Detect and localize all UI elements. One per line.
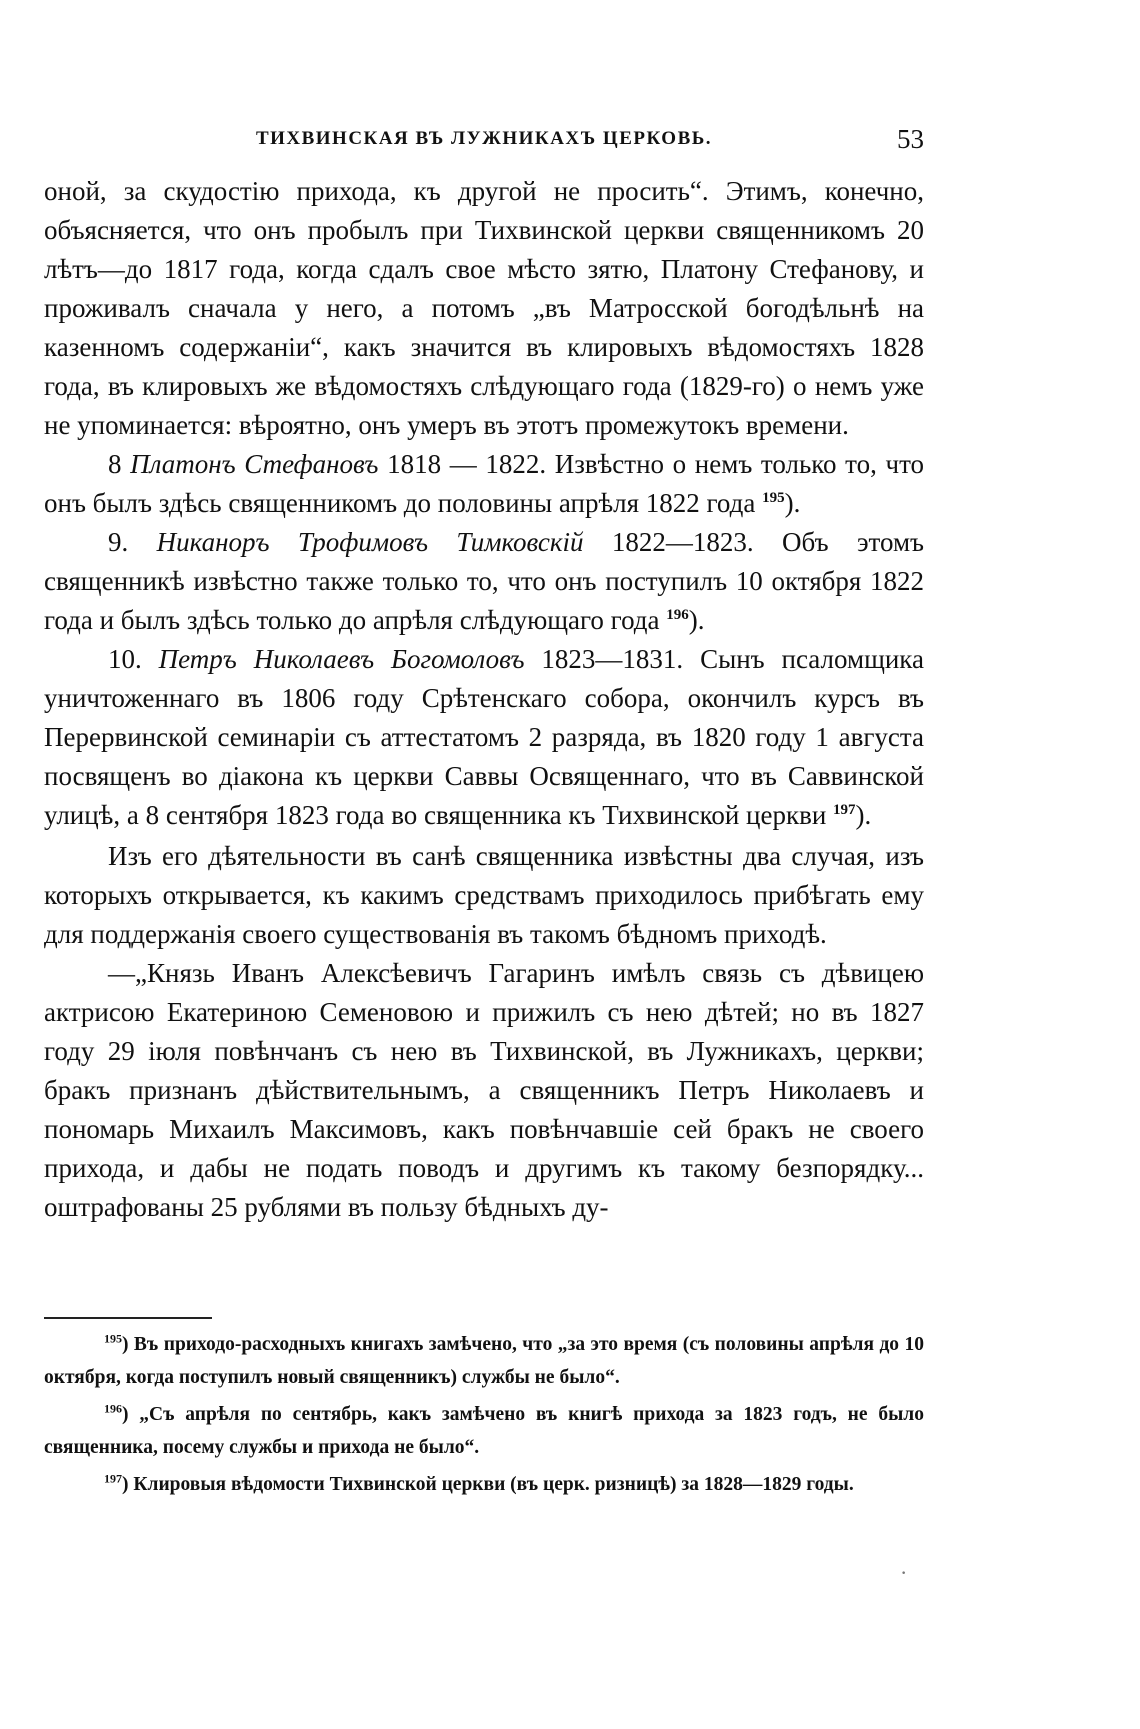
running-title: ТИХВИНСКАЯ ВЪ ЛУЖНИКАХЪ ЦЕРКОВЬ. bbox=[255, 128, 713, 149]
footnote-number: 196 bbox=[104, 1401, 122, 1416]
footnote bbox=[44, 1398, 924, 1464]
footnote-text: ) Въ приходо-расходныхъ книгахъ замѣчено, что „за это время (съ половины апрѣля до 10 октября, когда поступилъ новый священникъ) службы не было“. bbox=[44, 1334, 924, 1388]
footnote-ref: 196 bbox=[666, 607, 689, 623]
footnote-ref: 197 bbox=[833, 802, 856, 818]
entry-text: 1818 — 1822. Извѣстно о немъ только то, что онъ былъ здѣсь священникомъ до половины апрѣля 1822 года bbox=[44, 449, 925, 518]
entry-end: ). bbox=[784, 488, 801, 518]
priest-name: Петръ Николаевъ Богомоловъ bbox=[158, 644, 525, 674]
footnote-rule bbox=[44, 1317, 212, 1319]
paragraph-activity: Изъ его дѣятельности въ санѣ священника извѣстны два случая, изъ которыхъ открывается, къ какимъ средствамъ приходилось прибѣгать ему для поддержанія своего существованія въ такомъ бѣдномъ приходѣ. bbox=[44, 841, 924, 949]
page-number: 53 bbox=[897, 124, 924, 154]
footnotes bbox=[44, 1328, 924, 1501]
footnote bbox=[44, 1468, 924, 1501]
footnote bbox=[44, 1328, 924, 1394]
paragraph-gagarin: —„Князь Иванъ Алексѣевичъ Гагаринъ имѣлъ связь съ дѣвицею актрисою Екатериною Семеновою и прижилъ съ нею дѣтей; но въ 1827 году 29 іюля повѣнчанъ съ нею въ Тихвинской, въ Лужникахъ, церкви; бракъ признанъ дѣйствительнымъ, а священникъ Петръ Николаевъ и пономарь Михаилъ Максимовъ, какъ повѣнчавшіе сей бракъ не своего прихода, и дабы не подать поводъ и другимъ къ такому безпорядку... оштрафованы 25 рублями въ пользу бѣдныхъ ду- bbox=[44, 958, 924, 1222]
paragraph-priest-10 bbox=[44, 640, 924, 835]
entry-end: ). bbox=[688, 605, 705, 635]
body-text bbox=[44, 172, 924, 1227]
entry-number: 8 bbox=[108, 449, 122, 479]
footnote-ref: 195 bbox=[762, 490, 785, 506]
entry-number: 10. bbox=[108, 644, 142, 674]
priest-name: Никаноръ Трофимовъ Тимковскій bbox=[156, 527, 584, 557]
running-head bbox=[44, 124, 924, 158]
entry-number: 9. bbox=[108, 527, 129, 557]
entry-text: 1823—1831. Сынъ псаломщика уничтоженнаго въ 1806 году Срѣтенскаго собора, окончилъ курсъ въ Перервинской семинаріи съ аттестатомъ 2 разряда, въ 1820 году 1 августа посвященъ во діакона къ церкви Саввы Освященнаго, что въ Саввинской улицѣ, а 8 сентября 1823 года во священника къ Тихвинской церкви bbox=[44, 644, 924, 830]
paragraph-continuation: оной, за скудостію прихода, къ другой не просить“. Этимъ, конечно, объясняется, что онъ пробылъ при Тихвинской церкви священникомъ 20 лѣтъ—до 1817 года, когда сдалъ свое мѣсто зятю, Платону Стефанову, и проживалъ сначала у него, а потомъ „въ Матросской богодѣльнѣ на казенномъ содержаніи“, какъ значится въ клировыхъ вѣдомостяхъ 1828 года, въ клировыхъ же вѣдомостяхъ слѣдующаго года (1829-го) о немъ уже не упоминается: вѣроятно, онъ умеръ въ этотъ промежутокъ времени. bbox=[44, 176, 924, 440]
scan-artifact-mark: · bbox=[900, 1560, 908, 1585]
priest-name: Платонъ Стефановъ bbox=[130, 449, 379, 479]
footnote-text: ) „Съ апрѣля по сентябрь, какъ замѣчено въ книгѣ прихода за 1823 годъ, не было священника, посему службы и прихода не было“. bbox=[44, 1404, 924, 1458]
paragraph-priest-9 bbox=[44, 523, 924, 640]
entry-end: ). bbox=[855, 800, 872, 830]
footnote-number: 195 bbox=[104, 1331, 122, 1346]
paragraph-priest-8 bbox=[44, 445, 924, 523]
footnote-number: 197 bbox=[104, 1471, 122, 1486]
footnote-text: ) Клировыя вѣдомости Тихвинской церкви (въ церк. ризницѣ) за 1828—1829 годы. bbox=[122, 1474, 854, 1495]
entry-text: 1822—1823. Объ этомъ священникѣ извѣстно также только то, что онъ поступилъ 10 октября 1822 года и былъ здѣсь только до апрѣля слѣдующаго года bbox=[44, 527, 925, 635]
